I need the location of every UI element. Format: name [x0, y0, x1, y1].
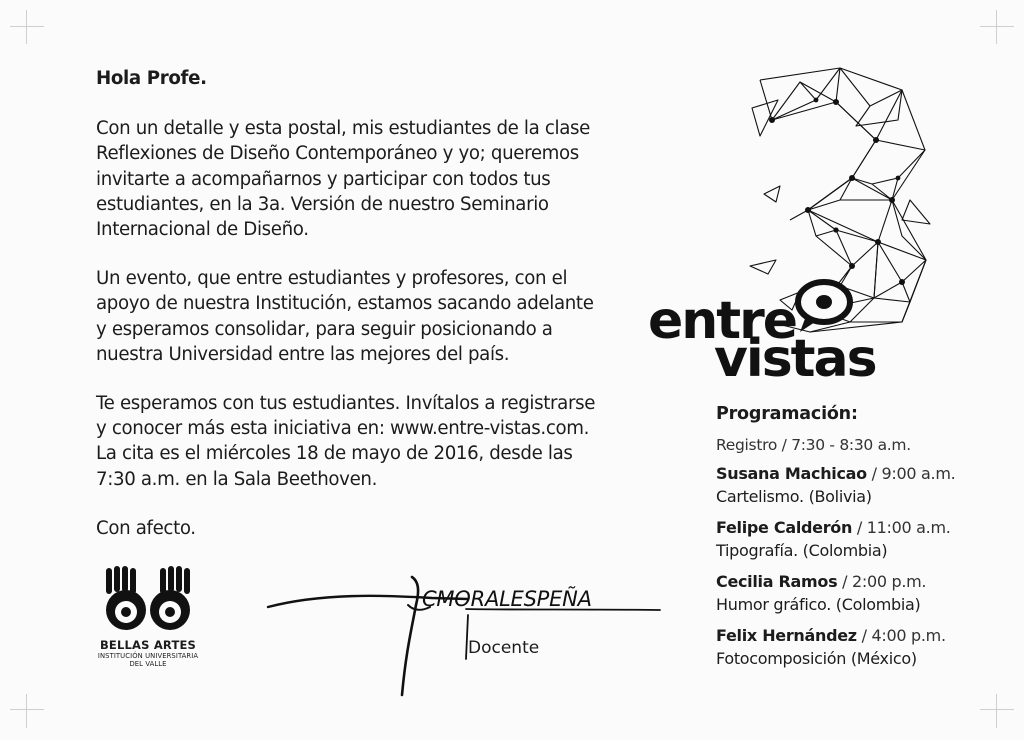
crop-mark-tr-v [996, 10, 997, 44]
bellas-artes-logo [96, 566, 200, 636]
crop-mark-bl-v [26, 694, 27, 728]
schedule [716, 404, 1016, 670]
signature [262, 555, 662, 705]
text-line: Te esperamos con tus estudiantes. Invítalos a registrarse [96, 393, 596, 415]
crop-mark-br-v [996, 694, 997, 728]
speaker-name: Susana Machicao [716, 464, 867, 483]
speaker-name: Cecilia Ramos [716, 572, 838, 591]
text-line: invitarte a acompañarnos y participar con todos tus [96, 168, 551, 190]
speaker-topic: Humor gráfico. (Colombia) [716, 594, 921, 614]
brand-word-entre: entre [648, 291, 797, 351]
paragraph-invitation [96, 116, 636, 242]
speaker-time: / 2:00 p.m. [842, 572, 927, 591]
institution-subtitle-line: DEL VALLE [129, 659, 167, 668]
text-line: estudiantes, en la 3a. Versión de nuestro Seminario [96, 193, 549, 215]
speaker-topic: Cartelismo. (Bolivia) [716, 486, 872, 506]
text-line: nuestra Universidad entre las mejores del país. [96, 343, 510, 365]
text-line: Con un detalle y esta postal, mis estudiantes de la clase [96, 118, 590, 140]
institution-subtitle-line: INSTITUCIÓN UNIVERSITARIA [97, 652, 199, 660]
greeting: Hola Profe. [96, 68, 207, 89]
speaker-time: / 9:00 a.m. [871, 464, 956, 483]
text-line: Un evento, que entre estudiantes y profesores, con el [96, 268, 568, 290]
speaker-topic: Tipografía. (Colombia) [716, 540, 888, 560]
institution-subtitle [96, 653, 200, 668]
crop-mark-tl-v [26, 10, 27, 44]
paragraph-details [96, 391, 636, 492]
crop-mark-bl-h [10, 709, 44, 710]
registration-time: Registro / 7:30 - 8:30 a.m. [716, 436, 911, 454]
letter-body [96, 66, 636, 565]
paragraph-event [96, 266, 636, 367]
schedule-item [716, 463, 1016, 508]
text-line: Internacional de Diseño. [96, 219, 309, 241]
speaker-name: Felipe Calderón [716, 518, 853, 537]
text-line: y conocer más esta iniciativa en: www.entre-vistas.com. [96, 418, 590, 440]
speaker-time: / 11:00 a.m. [856, 518, 951, 537]
schedule-item [716, 625, 1016, 670]
brand-word-vistas: vistas [714, 329, 876, 389]
speaker-name: Felix Hernández [716, 626, 857, 645]
text-line: La cita es el miércoles 18 de mayo de 2016, desde las [96, 443, 573, 465]
signature-handwriting: CMORALESPEÑA [422, 587, 592, 611]
text-line: apoyo de nuestra Institución, estamos sacando adelante [96, 293, 594, 315]
schedule-item [716, 571, 1016, 616]
crop-mark-br-h [980, 709, 1014, 710]
schedule-title: Programación: [716, 404, 858, 424]
crop-mark-tl-h [10, 26, 44, 27]
text-line: 7:30 a.m. en la Sala Beethoven. [96, 468, 378, 490]
crop-mark-tr-h [980, 26, 1014, 27]
text-line: y esperamos consolidar, para seguir posicionando a [96, 318, 553, 340]
institution-name: BELLAS ARTES [99, 638, 197, 652]
text-line: Reflexiones de Diseño Contemporáneo y yo; queremos [96, 143, 579, 165]
speaker-topic: Fotocomposición (México) [716, 648, 917, 668]
schedule-item [716, 517, 1016, 562]
closing: Con afecto. [96, 517, 196, 539]
signature-role: Docente [468, 638, 540, 658]
entre-vistas-3-logo [640, 60, 940, 390]
speaker-time: / 4:00 p.m. [861, 626, 946, 645]
